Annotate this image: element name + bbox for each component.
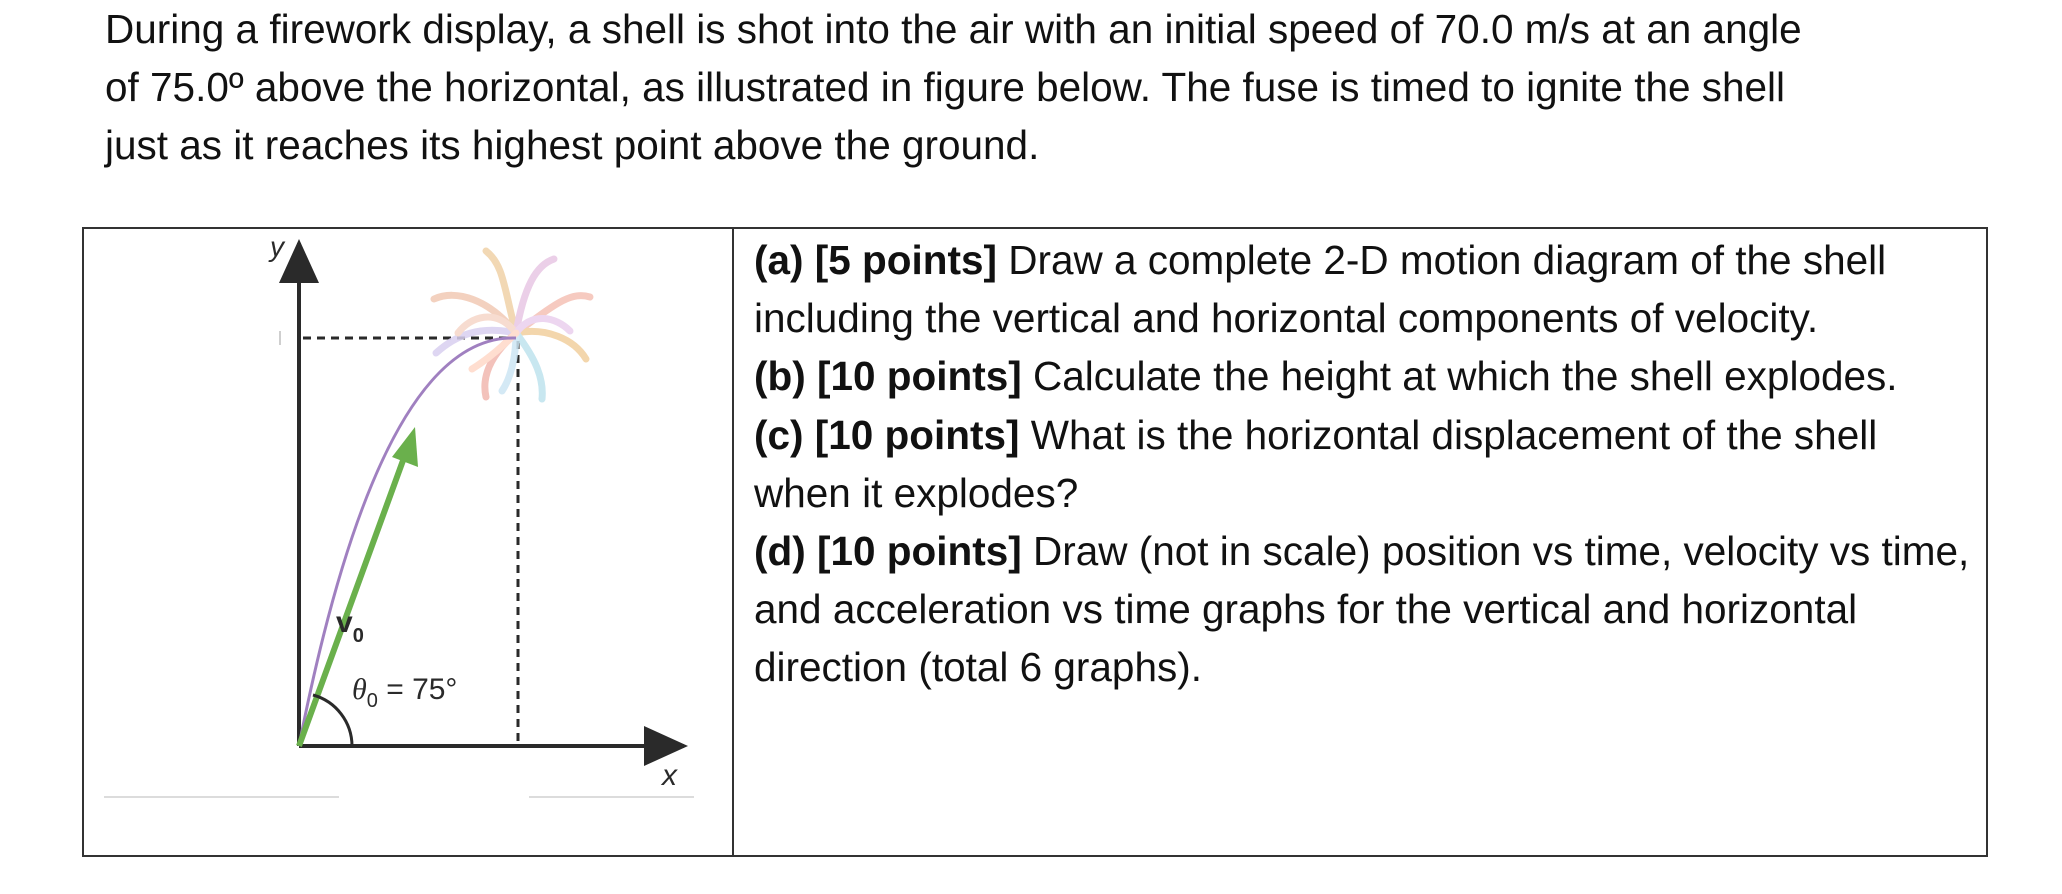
question-a	[754, 231, 1984, 347]
table-divider	[732, 229, 734, 855]
question-list	[754, 231, 1984, 697]
y-axis-label: y	[270, 231, 284, 262]
question-d-label: (d) [10 points]	[754, 528, 1022, 575]
question-b-text: Calculate the height at which the shell explodes.	[1021, 353, 1898, 400]
problem-line-3: just as it reaches its highest point above the ground.	[105, 122, 1040, 168]
problem-table	[82, 227, 1988, 857]
question-d	[754, 522, 1984, 697]
projectile-diagram	[84, 229, 732, 855]
question-c-text: What is the horizontal displacement of the shell when it explodes?	[754, 411, 1878, 516]
question-a-label: (a) [5 points]	[754, 237, 997, 283]
question-d-text: Draw (not in scale) position vs time, velocity vs time, and acceleration vs time graphs for the vertical and horizontal direction (total 6 graphs).	[754, 528, 1970, 691]
projectile-figure	[84, 229, 732, 855]
angle-arc	[313, 695, 352, 746]
problem-line-2: of 75.0º above the horizontal, as illustrated in figure below. The fuse is timed to ignite the shell	[105, 64, 1786, 110]
velocity-label: $v_0$	[336, 606, 364, 647]
question-c	[754, 406, 1984, 522]
question-b	[754, 347, 1984, 405]
x-axis-label: x	[662, 759, 677, 792]
firework-burst-icon	[434, 251, 590, 399]
problem-statement	[105, 0, 2005, 174]
question-b-label: (b) [10 points]	[754, 353, 1022, 400]
problem-line-1: During a firework display, a shell is shot into the air with an initial speed of 70.0 m/s at an angle	[105, 6, 1802, 52]
question-a-text: Draw a complete 2-D motion diagram of the shell including the vertical and horizontal components of velocity.	[754, 237, 1887, 342]
question-c-label: (c) [10 points]	[754, 411, 1020, 458]
angle-label: $\theta_0 = 75^\circ$	[352, 673, 458, 712]
